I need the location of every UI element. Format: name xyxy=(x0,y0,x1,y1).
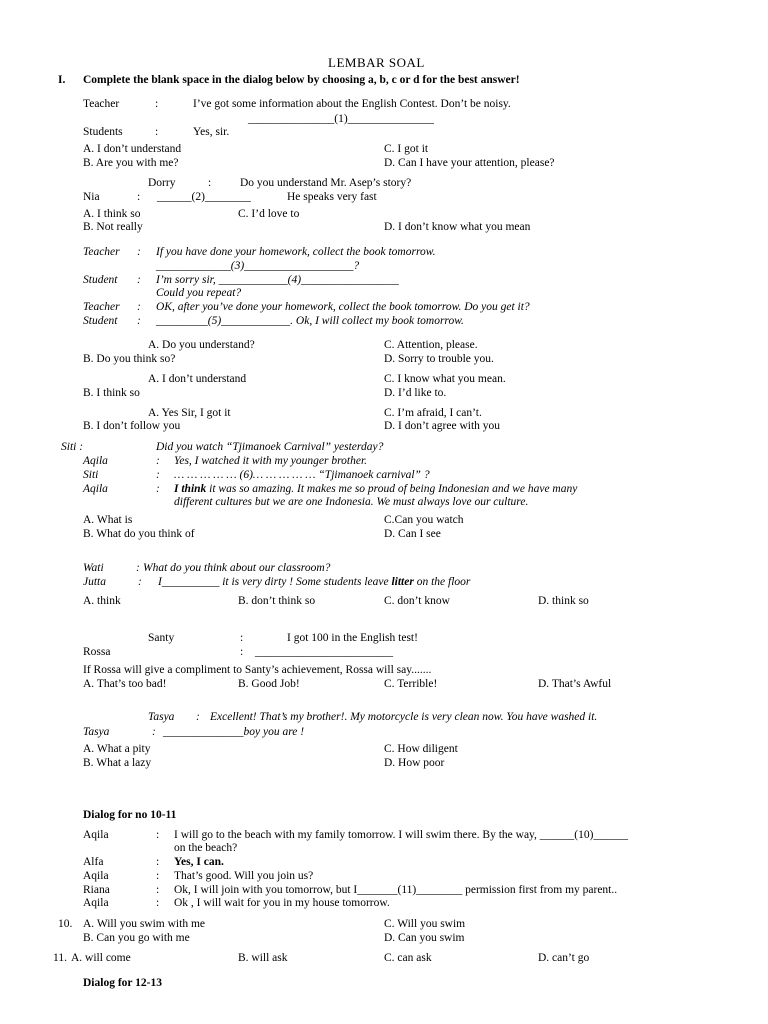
option-d: D. Can I have your attention, please? xyxy=(384,157,555,169)
speaker: Aqila xyxy=(83,829,109,841)
option-b: B. Can you go with me xyxy=(83,932,190,944)
option-d: D. Sorry to trouble you. xyxy=(384,353,494,365)
colon: : xyxy=(156,829,160,841)
option-c: C. How diligent xyxy=(384,743,458,755)
option-a: A. What is xyxy=(83,514,133,526)
colon: : xyxy=(155,126,159,138)
colon: : xyxy=(137,191,141,203)
option-c: C. I’m afraid, I can’t. xyxy=(384,407,482,419)
colon: : xyxy=(196,711,200,723)
dialog-line: Could you repeat? xyxy=(156,287,242,299)
option-a: A. That’s too bad! xyxy=(83,678,167,690)
page-title: LEMBAR SOAL xyxy=(328,55,425,70)
speaker: Students xyxy=(83,126,123,138)
colon: : xyxy=(156,483,160,495)
speaker: Student xyxy=(83,315,118,327)
colon: : xyxy=(156,856,160,868)
speaker: Siti xyxy=(83,469,99,481)
speaker: Alfa xyxy=(83,856,104,868)
colon: : xyxy=(156,884,160,896)
dialog-line: Excellent! That’s my brother!. My motorcycle is very clean now. You have washed it. xyxy=(210,711,598,723)
option-d: D. I don’t know what you mean xyxy=(384,221,531,233)
option-c: C. Terrible! xyxy=(384,678,438,690)
dialog-line: I will go to the beach with my family tomorrow. I will swim there. By the way, ______(10)______ xyxy=(174,829,628,841)
speaker: Aqila xyxy=(83,897,109,909)
section-number: I. xyxy=(58,74,66,86)
dialog-line: What do you think about our classroom? xyxy=(143,562,331,574)
speaker: Teacher xyxy=(83,246,120,258)
option-d: D. How poor xyxy=(384,757,445,769)
colon: : xyxy=(240,632,244,644)
option-c: C. can ask xyxy=(384,952,432,964)
dialog-line: If you have done your homework, collect the book tomorrow. xyxy=(156,246,436,258)
option-b: B. I think so xyxy=(83,387,140,399)
dialog-heading: Dialog for 12-13 xyxy=(83,977,163,989)
option-a: A. Will you swim with me xyxy=(83,918,205,930)
speaker: Aqila xyxy=(83,455,108,467)
colon: : xyxy=(208,177,212,189)
colon: : xyxy=(137,246,141,258)
emphasis-text: I think xyxy=(174,483,207,495)
section-instruction: Complete the blank space in the dialog below by choosing a, b, c or d for the best answer! xyxy=(83,74,520,86)
option-d: D. Can you swim xyxy=(384,932,465,944)
speaker: Aqila xyxy=(83,483,108,495)
option-a: A. think xyxy=(83,595,121,607)
answer-blank: ________________________ xyxy=(255,646,393,658)
dialog-line: I think it was so amazing. It makes me so proud of being Indonesian and we have many xyxy=(174,483,578,495)
option-d: D. I’d like to. xyxy=(384,387,447,399)
speaker: Dorry xyxy=(148,177,176,189)
colon: : xyxy=(138,576,142,588)
option-c: C. Attention, please. xyxy=(384,339,478,351)
option-a: A. I think so xyxy=(83,208,141,220)
option-b: B. Good Job! xyxy=(238,678,300,690)
dialog-line: Do you understand Mr. Asep’s story? xyxy=(240,177,412,189)
answer-blank: ______________boy you are ! xyxy=(163,726,305,738)
speaker: Riana xyxy=(83,884,110,896)
colon: : xyxy=(156,469,160,481)
colon: : xyxy=(152,726,156,738)
option-a: A. Do you understand? xyxy=(148,339,255,351)
dialog-line: Ok, I will join with you tomorrow, but I_______(11)________ permission first from my parent.. xyxy=(174,884,618,896)
option-d: D. Can I see xyxy=(384,528,441,540)
option-a: A. I don’t understand xyxy=(148,373,247,385)
dialog-heading: Dialog for no 10-11 xyxy=(83,809,177,821)
question-number: 10. xyxy=(58,918,73,930)
dialog-line: on the beach? xyxy=(174,842,238,854)
option-c: C.Can you watch xyxy=(384,514,464,526)
option-b: B. Do you think so? xyxy=(83,353,176,365)
speaker: Wati xyxy=(83,562,104,574)
dialog-line: Ok , I will wait for you in my house tomorrow. xyxy=(174,897,390,909)
emphasis-text: litter xyxy=(391,576,414,588)
speaker: Tasya xyxy=(148,711,175,723)
speaker: Rossa xyxy=(83,646,111,658)
option-d: D. can’t go xyxy=(538,952,590,964)
option-b: B. What a lazy xyxy=(83,757,152,769)
dialog-line: He speaks very fast xyxy=(287,191,377,203)
question-text: If Rossa will give a compliment to Santy’s achievement, Rossa will say....... xyxy=(83,664,432,676)
speaker: Aqila xyxy=(83,870,109,882)
dialog-line: … … … … … (6)… … … … … “Tjimanoek carnival” ? xyxy=(174,469,430,481)
option-b: B. don’t think so xyxy=(238,595,316,607)
option-c: C. I got it xyxy=(384,143,429,155)
dialog-line: _________(5)____________. Ok, I will collect my book tomorrow. xyxy=(156,315,464,327)
option-d: D. I don’t agree with you xyxy=(384,420,501,432)
colon: : xyxy=(137,315,141,327)
speaker: Santy xyxy=(148,632,175,644)
dialog-line: I’m sorry sir, ____________(4)_________________ xyxy=(156,274,399,286)
speaker: Teacher xyxy=(83,301,120,313)
option-c: C. Will you swim xyxy=(384,918,466,930)
option-b: B. Not really xyxy=(83,221,143,233)
option-a: A. I don’t understand xyxy=(83,143,182,155)
dialog-line: I got 100 in the English test! xyxy=(287,632,418,644)
answer-blank: _______________(1)_______________ xyxy=(248,113,434,125)
speaker: Teacher xyxy=(83,98,120,110)
dialog-line: Yes, sir. xyxy=(193,126,230,138)
speaker: Student xyxy=(83,274,118,286)
speaker: Tasya xyxy=(83,726,110,738)
colon: : xyxy=(240,646,244,658)
speaker: Siti : xyxy=(61,441,84,453)
option-c: C. I know what you mean. xyxy=(384,373,506,385)
dialog-line: I’ve got some information about the English Contest. Don’t be noisy. xyxy=(193,98,511,110)
speaker: Nia xyxy=(83,191,100,203)
dialog-line: Yes, I watched it with my younger brother. xyxy=(174,455,368,467)
option-a: A. What a pity xyxy=(83,743,151,755)
speaker: Jutta xyxy=(83,576,106,588)
dialog-line: Did you watch “Tjimanoek Carnival” yesterday? xyxy=(156,441,384,453)
colon: : xyxy=(156,897,160,909)
option-c: C. don’t know xyxy=(384,595,450,607)
option-b: B. will ask xyxy=(238,952,288,964)
dialog-line: That’s good. Will you join us? xyxy=(174,870,314,882)
question-number: 11. xyxy=(53,952,67,964)
option-b: B. I don’t follow you xyxy=(83,420,181,432)
answer-blank: ______(2)________ xyxy=(157,191,251,203)
option-a: A. Yes Sir, I got it xyxy=(148,407,231,419)
colon: : xyxy=(137,274,141,286)
colon: : xyxy=(136,562,140,574)
colon: : xyxy=(156,455,160,467)
dialog-line: I__________ it is very dirty ! Some students leave litter on the floor xyxy=(158,576,471,588)
option-a: A. will come xyxy=(71,952,131,964)
dialog-line: Yes, I can. xyxy=(174,856,224,868)
colon: : xyxy=(156,870,160,882)
colon: : xyxy=(137,301,141,313)
dialog-line: different cultures but we are one Indonesia. We must always love our culture. xyxy=(174,496,529,508)
option-b: B. What do you think of xyxy=(83,528,195,540)
option-d: D. That’s Awful xyxy=(538,678,612,690)
option-c: C. I’d love to xyxy=(238,208,300,220)
option-b: B. Are you with me? xyxy=(83,157,179,169)
answer-blank: _____________(3)___________________? xyxy=(156,260,360,272)
option-d: D. think so xyxy=(538,595,589,607)
colon: : xyxy=(155,98,159,110)
dialog-line: OK, after you’ve done your homework, collect the book tomorrow. Do you get it? xyxy=(156,301,530,313)
